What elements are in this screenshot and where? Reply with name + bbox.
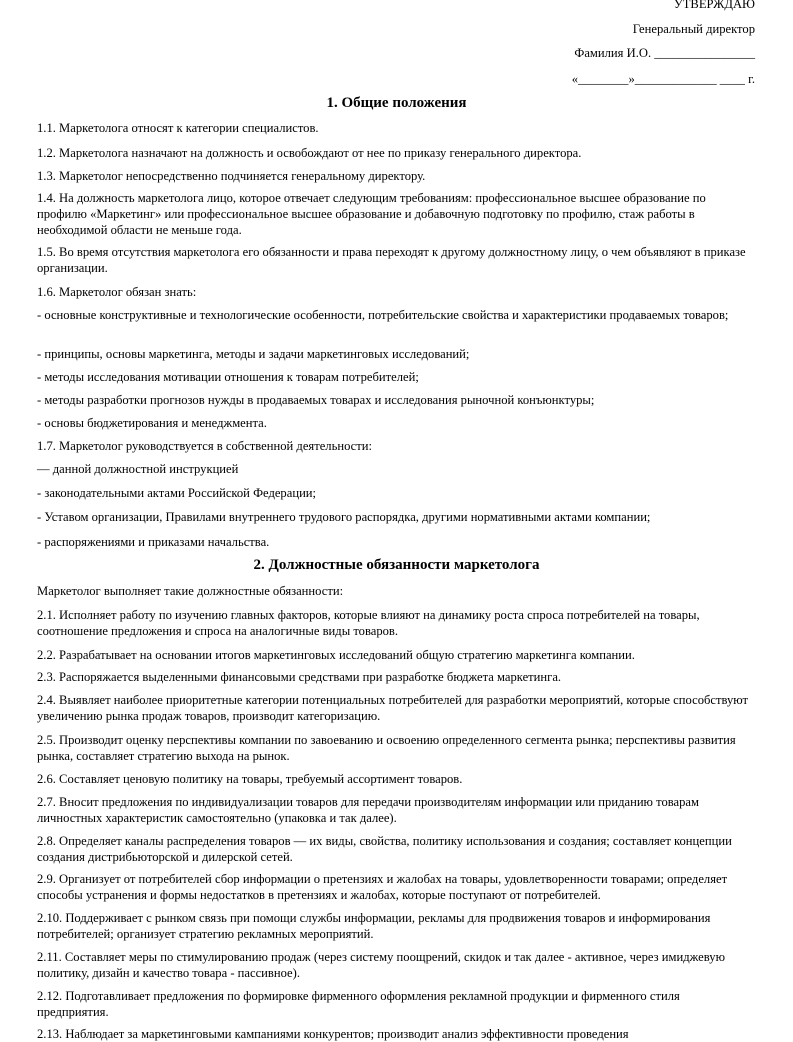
paragraph: 2.7. Вносит предложения по индивидуализации товаров для передачи производителям информации или приданию товарам личностных характеристик самостоятельно (упаковка и так далее). xyxy=(37,795,699,825)
paragraph: 2.8. Определяет каналы распределения товаров — их виды, свойства, политику использования и создания; составляет концепции создания дистрибьюторской и дилерской сетей. xyxy=(37,834,732,864)
list-item: - принципы, основы маркетинга, методы и задачи маркетинговых исследований; xyxy=(37,347,470,361)
paragraph: 1.2. Маркетолога назначают на должность и освобождают от нее по приказу генерального директора. xyxy=(37,146,582,160)
paragraph: 2.6. Составляет ценовую политику на товары, требуемый ассортимент товаров. xyxy=(37,772,463,786)
paragraph: 2.4. Выявляет наиболее приоритетные категории потенциальных потребителей для разработки мероприятий, которые способствуют увеличению рынка продаж товаров, производит категоризацию. xyxy=(37,693,749,723)
paragraph: 1.5. Во время отсутствия маркетолога его обязанности и права переходят к другому должностному лицу, о чем объявляют в приказе организации. xyxy=(37,245,746,275)
list-item: - основные конструктивные и технологические особенности, потребительские свойства и характеристики продаваемых товаров; xyxy=(37,308,729,322)
section-2-heading: 2. Должностные обязанности маркетолога xyxy=(253,557,540,573)
paragraph: 1.3. Маркетолог непосредственно подчиняется генеральному директору. xyxy=(37,169,426,183)
paragraph: 1.4. На должность маркетолога лицо, которое отвечает следующим требованиям: профессиональное высшее образование по профилю «Маркетинг» или профессиональное высшее образование и добавочную подготовку по профилю, стаж работы в необходимой области не меньше года. xyxy=(37,191,706,237)
paragraph: 2.2. Разрабатывает на основании итогов маркетинговых исследований общую стратегию маркетинга компании. xyxy=(37,648,635,662)
list-item: - основы бюджетирования и менеджмента. xyxy=(37,416,267,430)
list-item: — данной должностной инструкцией xyxy=(37,462,239,476)
paragraph: 2.9. Организует от потребителей сбор информации о претензиях и жалобах на товары, удовлетворенности товарами; определяет способы устранения и формы недостатков в претензиях и жалобах, которые поступают от потребителей. xyxy=(37,872,728,902)
list-item: - методы исследования мотивации отношения к товарам потребителей; xyxy=(37,370,419,384)
list-item: - законодательными актами Российской Федерации; xyxy=(37,486,317,500)
list-item: - распоряжениями и приказами начальства. xyxy=(37,535,270,549)
paragraph: 1.1. Маркетолога относят к категории специалистов. xyxy=(37,121,319,135)
paragraph: 2.11. Составляет меры по стимулированию продаж (через систему поощрений, скидок и так далее - активное, через имиджевую политику, дизайн и качество товара - пассивное). xyxy=(37,950,725,980)
approval-name-line: Фамилия И.О. ________________ xyxy=(574,46,755,60)
paragraph: 2.12. Подготавливает предложения по формировке фирменного оформления рекламной продукции и фирменного стиля предприятия. xyxy=(37,989,680,1019)
paragraph: Маркетолог выполняет такие должностные обязанности: xyxy=(37,584,344,598)
paragraph: 1.7. Маркетолог руководствуется в собственной деятельности: xyxy=(37,439,373,453)
paragraph: 2.13. Наблюдает за маркетинговыми кампаниями конкурентов; производит анализ эффективности проведения xyxy=(37,1027,629,1041)
paragraph: 2.5. Производит оценку перспективы компании по завоеванию и освоению определенного сегмента рынка; перспективы развития рынка, составляет стратегию выхода на рынок. xyxy=(37,733,736,763)
list-item: - Уставом организации, Правилами внутреннего трудового распорядка, другими нормативными актами компании; xyxy=(37,510,651,524)
section-1-heading: 1. Общие положения xyxy=(326,95,467,111)
paragraph: 2.10. Поддерживает с рынком связь при помощи службы информации, рекламы для продвижения товаров и информирования потребителей; организует стратегию рекламных мероприятий. xyxy=(37,911,711,941)
list-item: - методы разработки прогнозов нужды в продаваемых товарах и исследования рыночной конъюнктуры; xyxy=(37,393,595,407)
approval-position: Генеральный директор xyxy=(632,22,755,36)
approval-date-line: «________»_____________ ____ г. xyxy=(571,72,755,86)
paragraph: 2.1. Исполняет работу по изучению главных факторов, которые влияют на динамику роста спроса потребителей на товары, соотношение предложения и спроса на аналогичные виды товаров. xyxy=(37,608,700,638)
paragraph: 2.3. Распоряжается выделенными финансовыми средствами при разработке бюджета маркетинга. xyxy=(37,670,562,684)
paragraph: 1.6. Маркетолог обязан знать: xyxy=(37,285,197,299)
approval-title: УТВЕРЖДАЮ xyxy=(673,0,755,11)
